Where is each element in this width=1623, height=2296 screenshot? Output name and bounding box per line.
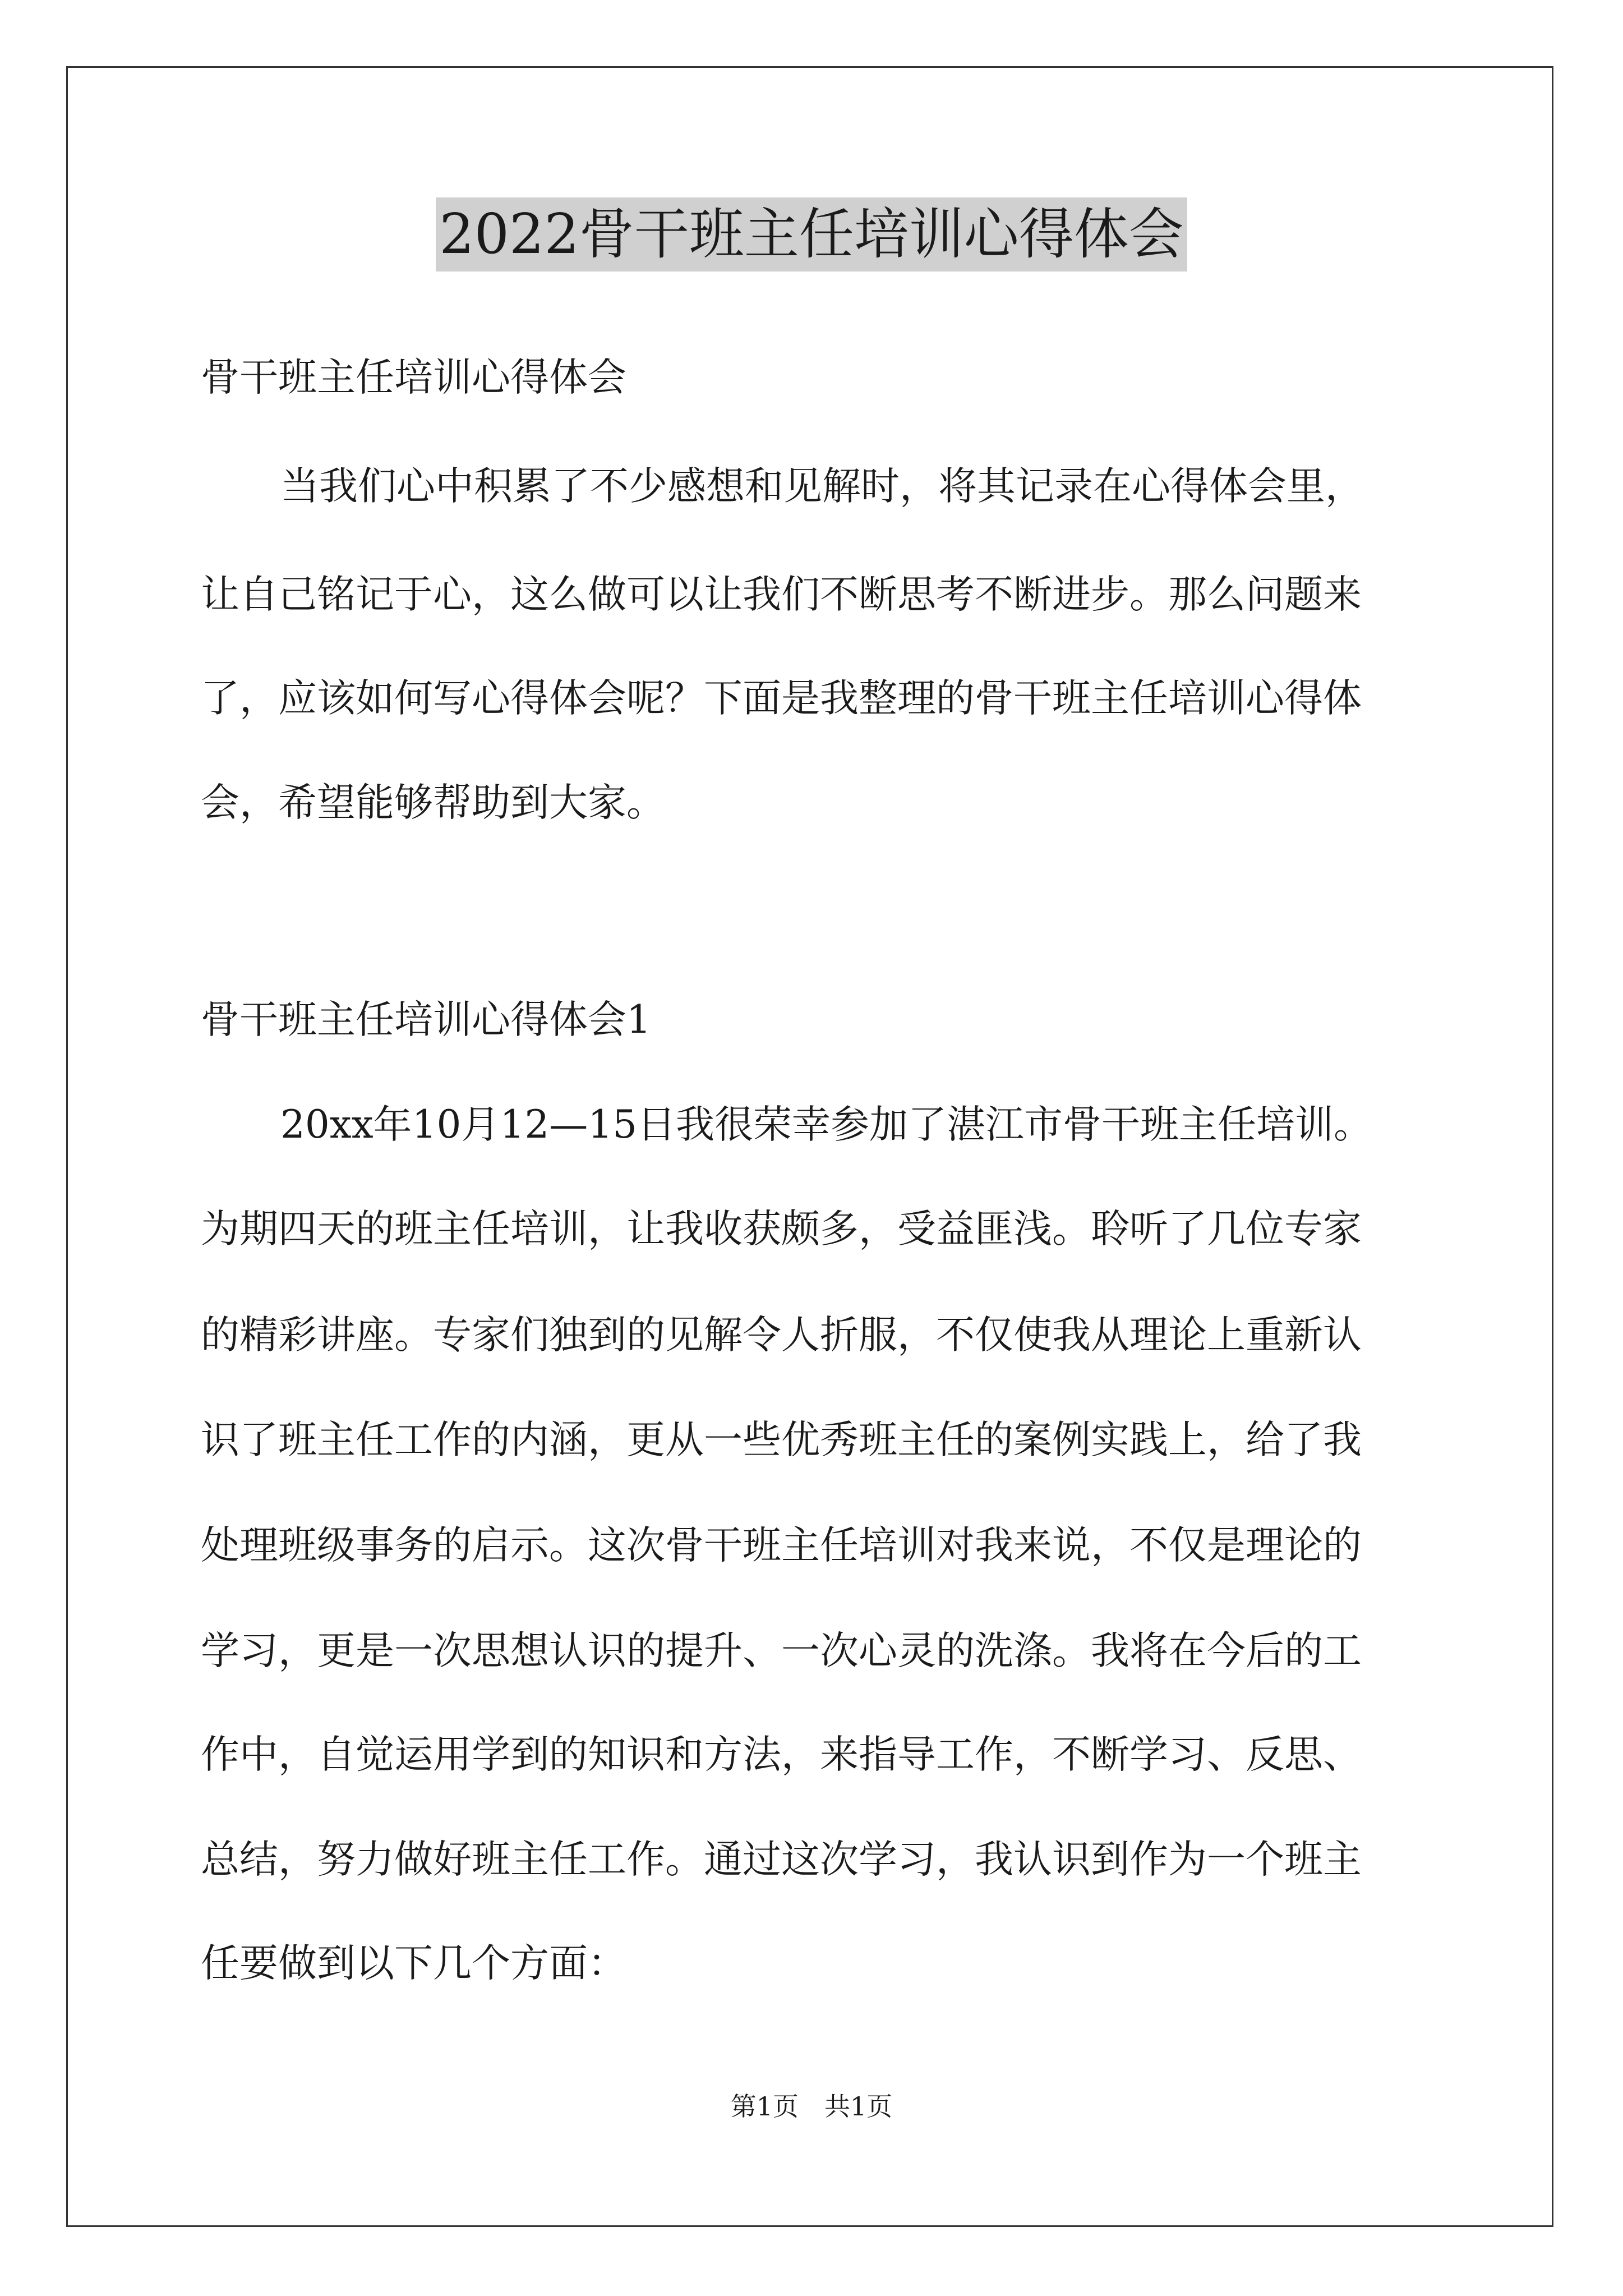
section-paragraph-line-5: 处理班级事务的启示。这次骨干班主任培训对我来说，不仅是理论的 xyxy=(201,1523,1362,1568)
section-paragraph-line-8: 总结，努力做好班主任工作。通过这次学习，我认识到作为一个班主 xyxy=(201,1837,1362,1882)
intro-paragraph-line-1: 当我们心中积累了不少感想和见解时，将其记录在心得体会里， xyxy=(280,464,1364,509)
document-title: 2022骨干班主任培训心得体会 xyxy=(436,197,1187,272)
document-subtitle: 骨干班主任培训心得体会 xyxy=(201,355,626,400)
section-paragraph-line-7: 作中，自觉运用学到的知识和方法，来指导工作，不断学习、反思、 xyxy=(201,1732,1362,1777)
title-container xyxy=(0,197,1623,272)
section-paragraph-line-1: 20xx年10月12—15日我很荣幸参加了湛江市骨干班主任培训。 xyxy=(280,1102,1373,1147)
intro-paragraph-line-3: 了，应该如何写心得体会呢？下面是我整理的骨干班主任培训心得体 xyxy=(201,676,1362,721)
intro-paragraph-line-4: 会，希望能够帮助到大家。 xyxy=(201,780,665,825)
section-paragraph-line-4: 识了班主任工作的内涵，更从一些优秀班主任的案例实践上，给了我 xyxy=(201,1418,1362,1462)
section-paragraph-line-2: 为期四天的班主任培训，让我收获颇多，受益匪浅。聆听了几位专家 xyxy=(201,1207,1362,1251)
section-paragraph-line-3: 的精彩讲座。专家们独到的见解令人折服，不仅使我从理论上重新认 xyxy=(201,1313,1362,1358)
section-heading: 骨干班主任培训心得体会1 xyxy=(201,997,651,1042)
page-footer: 第1页 共1页 xyxy=(730,2091,893,2122)
intro-paragraph-line-2: 让自己铭记于心，这么做可以让我们不断思考不断进步。那么问题来 xyxy=(201,572,1362,617)
section-paragraph-line-9: 任要做到以下几个方面： xyxy=(201,1941,626,1986)
section-paragraph-line-6: 学习，更是一次思想认识的提升、一次心灵的洗涤。我将在今后的工 xyxy=(201,1628,1362,1673)
